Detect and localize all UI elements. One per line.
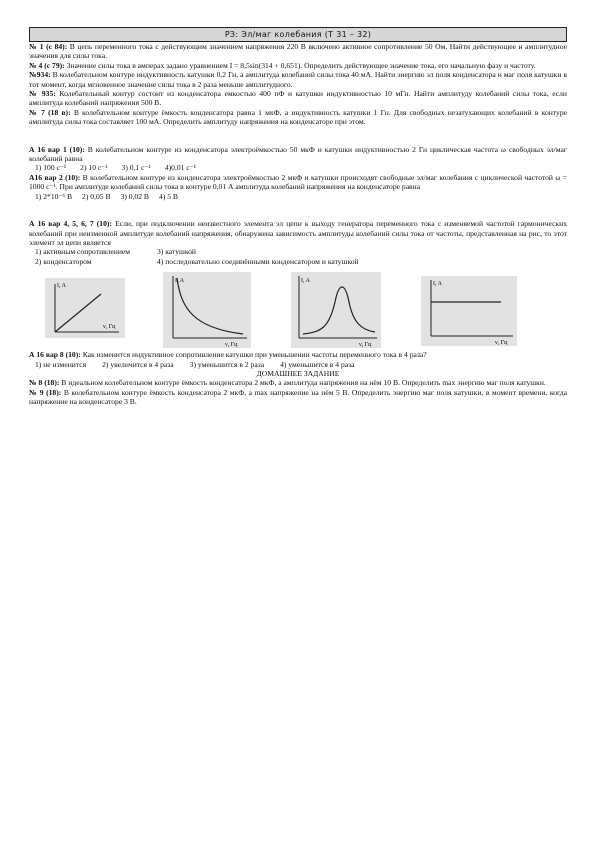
- problem-text: В цепь переменного тока с действующим значением напряжения 220 В включено активное сопротивление 50 Ом. Найти действующее и амплитудное значения для силы тока.: [29, 42, 567, 61]
- answer-option: 1) не изменится: [35, 359, 87, 369]
- problem-text: В идеальном колебательном контуре ёмкость конденсатора 2 мкФ, а амплитуда напряжения на нём 10 В. Определить max энергию маг поля катушки.: [61, 378, 546, 388]
- graph-decreasing: [163, 272, 251, 348]
- question-label: А 16 вар 4, 5, 6, 7 (10):: [29, 219, 112, 229]
- answer-options-a16-8: [29, 360, 567, 369]
- graph-resonance: [291, 272, 381, 348]
- axis-label-y: I, A: [433, 281, 442, 288]
- axis-label-x: ν, Гц: [225, 342, 238, 349]
- problem-label: № 7 (18 в):: [29, 107, 71, 117]
- answer-option: 2) 0,05 В: [82, 191, 111, 201]
- answer-option: 1) 100 с⁻¹: [35, 163, 67, 173]
- homework-problem-8: [29, 378, 567, 387]
- question-text: В колебательном контуре из конденсатора электроёмкостью 50 мкФ и катушки индуктивностью 2 Гн циклическая частота ω свободных эл/маг колебаний равна: [29, 144, 567, 164]
- problem-text: В колебательном контуре ёмкость конденсатора 2 мкФ, а max напряжение на нём 5 В. Определить энергию маг поля катушки, в момент времени, когда напряжение на конденсаторе 3 В.: [29, 387, 568, 407]
- axis-label-x: ν, Гц: [103, 324, 116, 331]
- problem-text: Значение силы тока в амперах задано уравнением I = 8,5sin(314 + 0,651). Определить действующее значение тока, его начальную фазу и частоту.: [66, 60, 536, 70]
- answer-option: 3) 0,1 с⁻¹: [121, 163, 151, 173]
- axis-label-x: ν, Гц: [495, 340, 508, 347]
- answer-option: 3) 0,02 В: [120, 191, 149, 201]
- question-text: Если, при подключении неизвестного элемента эл цепи к выходу генератора переменного тока с изменяемой частотой гармонических колебаний при неизменной амплитуде колебаний напряжения, обнаружена зависимость амплитуды колебаний силы тока от частоты, представленная на рис, то этот элемент эл цепи является: [29, 219, 567, 247]
- problem-label: № 1 (с 84):: [29, 42, 68, 51]
- answer-option: 4)0,01 с⁻¹: [164, 163, 196, 173]
- answer-options-a16-1: [29, 163, 567, 172]
- worksheet: [29, 27, 567, 407]
- problem-text: В колебательном контуре индуктивность катушки 0,2 Гн, а амплитуда колебаний силы тока 40 мА. Найти энергию эл поля конденсатора и маг поля катушки в тот момент, когда мгновенное значение силы тока в 2 раза меньше амплитудного.: [29, 70, 568, 89]
- homework-title: ДОМАШНЕЕ ЗАДАНИЕ: [256, 368, 340, 378]
- question-a16-4567: [29, 219, 567, 247]
- question-label: А 16 вар 8 (10):: [29, 350, 81, 360]
- axis-label-y: I, A: [175, 278, 184, 285]
- answer-option: 2) конденсатором: [35, 256, 92, 266]
- answer-option: 4) 5 В: [159, 191, 178, 201]
- question-a16-2: [29, 173, 567, 192]
- question-a16-8: [29, 350, 567, 359]
- answer-option: 3) уменьшится в 2 раза: [189, 359, 265, 369]
- question-text: В колебательном контуре из конденсатора электроёмкостью 2 мкФ и катушки происходят свободные эл/маг колебания с циклической частотой ω = 1000 с⁻¹. При амплитуде колебаний силы тока в контуре 0,01 А амплитуда колебаний напряжения на конденсаторе равна: [29, 172, 567, 192]
- question-label: А16 вар 2 (10):: [29, 172, 81, 182]
- question-label: А 16 вар 1 (10):: [29, 144, 85, 154]
- problem-1: [29, 42, 567, 61]
- answer-options-a16-2: [29, 192, 567, 201]
- problem-label: № 9 (18):: [29, 387, 62, 397]
- problem-text: В колебательном контуре ёмкость конденсатора равна 1 мкФ, а индуктивность катушки 1 Гн. Для свободных незатухающих колебаний в контуре амплитуда силы тока составляет 100 мА. Определить амплитуду напряжения на конденсаторе при этом.: [29, 107, 567, 127]
- axis-label-y: I, A: [57, 283, 66, 290]
- answer-options-row-2: [29, 257, 567, 266]
- answer-option: 1) активным сопротивлением: [35, 247, 131, 257]
- axis-label-y: I, A: [301, 278, 310, 285]
- answer-options-row-1: [29, 247, 567, 256]
- problem-934: [29, 70, 567, 89]
- answer-option: 2) 10 с⁻¹: [80, 163, 108, 173]
- axis-label-x: ν, Гц: [359, 342, 372, 349]
- homework-problem-9: [29, 388, 567, 407]
- graph-linear: [45, 278, 125, 338]
- answer-option: 4) последовательно соединёнными конденсатором и катушкой: [157, 256, 359, 266]
- problem-7: [29, 108, 567, 127]
- problem-label: № 4 (с 79):: [29, 60, 65, 70]
- answer-option: 1) 2*10⁻⁶ В: [35, 191, 73, 201]
- problem-4: [29, 61, 567, 70]
- question-text: Как изменится индуктивное сопротивление катушки при уменьшении частоты переменного тока в 4 раза?: [82, 350, 427, 360]
- answer-option: 4) уменьшится в 4 раза: [280, 359, 355, 369]
- graph-figures: [29, 272, 567, 350]
- question-a16-1: [29, 145, 567, 164]
- graph-constant: [421, 276, 517, 346]
- worksheet-title: РЗ: Эл/маг колебания (Т 31 – 32): [29, 27, 567, 42]
- problem-935: [29, 89, 567, 108]
- problem-label: №934:: [29, 70, 51, 80]
- answer-option: 3) катушкой: [157, 247, 196, 257]
- problem-text: Колебательный контур состоит из конденсатора емкостью 400 пФ и катушки индуктивностью 10 мГн. Найти амплитуду колебаний силы тока, если амплитуда колебаний напряжения 500 В.: [29, 89, 567, 108]
- problem-label: № 8 (18):: [29, 378, 60, 388]
- problem-label: № 935:: [29, 89, 56, 99]
- answer-option: 2) увеличится в 4 раза: [102, 359, 174, 369]
